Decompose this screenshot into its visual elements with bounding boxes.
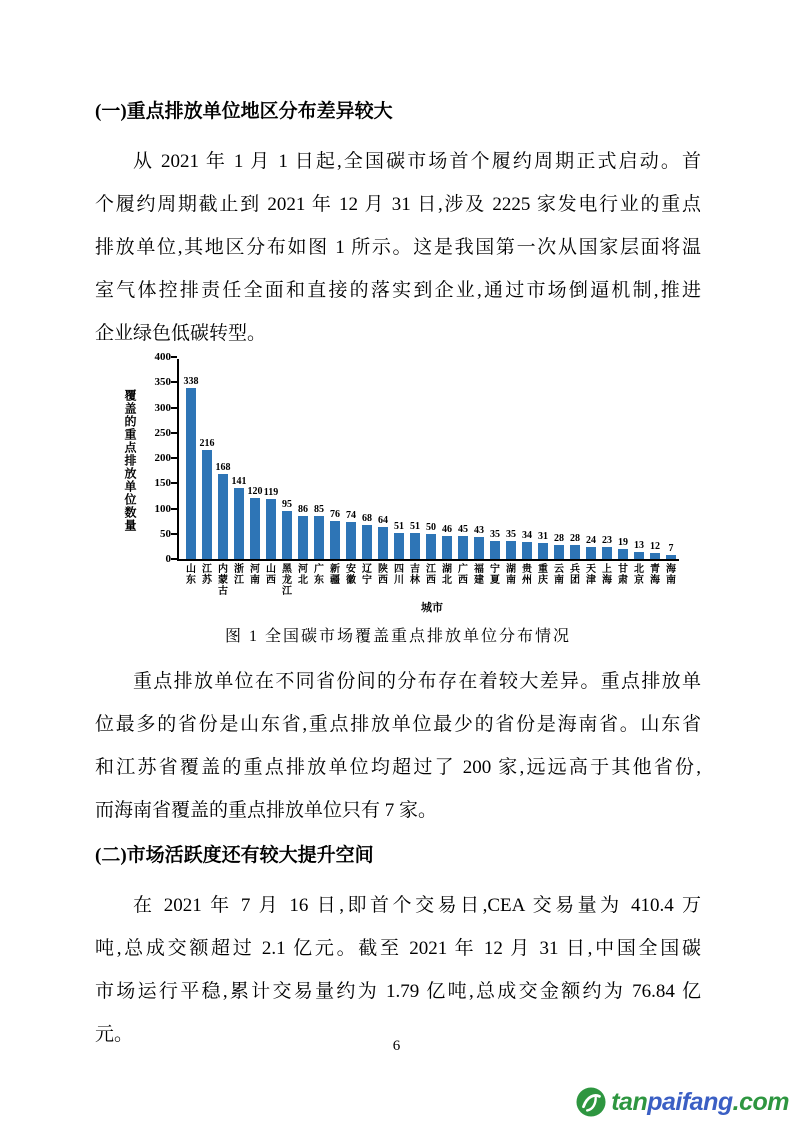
bar [538,543,548,559]
bar-slot [503,529,519,559]
y-axis-tick-mark [171,533,177,535]
paragraph-2 [95,660,701,832]
bar-value-label: 120 [247,486,263,497]
tanpaifang-logo-icon [576,1087,606,1117]
x-axis-category-label: 陕西 [378,564,388,586]
bar [490,541,500,559]
bar-value-label: 23 [602,535,612,546]
x-axis-category-label: 北京 [634,564,644,586]
paragraph-line: 而海南省覆盖的重点排放单位只有 7 家。 [95,800,438,821]
bar-slot [631,540,647,559]
page-content [95,98,701,1056]
x-axis-category-label: 辽宁 [362,564,372,586]
x-axis-category-label: 山西 [266,564,276,586]
bar [234,488,244,559]
y-axis-tick-label: 400 [154,351,171,363]
bar [554,545,564,559]
x-axis-category-label: 福建 [474,564,484,586]
bar-slot [471,525,487,559]
bar-slot [663,543,679,559]
bar-value-label: 119 [263,487,279,498]
paragraph-line: 重点排放单位在不同省份间的分布存在着较大差异。重点排放单 [133,671,701,692]
chart-row [119,351,689,565]
bar-value-label: 168 [215,462,231,473]
bar-value-label: 43 [474,525,484,536]
bar [666,555,676,559]
x-axis-category-label: 兵团 [570,564,580,586]
bar-value-label: 74 [346,510,356,521]
bar-slot [487,529,503,559]
bar-slot [519,530,535,559]
bar-slot [583,535,599,559]
x-axis-category-label: 天津 [586,564,596,586]
watermark-text-tan: tan [611,1088,648,1116]
paragraph-line: 元。 [95,1024,134,1045]
bar-value-label: 24 [586,535,596,546]
bar [410,533,420,559]
figure-caption: 图 1 全国碳市场覆盖重点排放单位分布情况 [224,628,571,645]
x-axis-category-label: 上海 [602,564,612,586]
bar-value-label: 51 [394,521,404,532]
x-axis-category-label: 青海 [650,564,660,586]
y-axis-tick-label: 300 [154,401,171,414]
bar-slot [647,541,663,559]
bar-slot [615,537,631,559]
bar-slot [391,521,407,559]
bar-value-label: 19 [618,537,628,548]
y-axis-tick-mark [171,407,177,409]
bar-slot [183,376,199,559]
x-axis-category-label: 江西 [426,564,436,586]
paragraph-line: 从 2021 年 1 月 1 日起,全国碳市场首个履约周期正式启动。首 [133,151,701,172]
paragraph-line: 吨,总成交额超过 2.1 亿元。截至 2021 年 12 月 31 日,中国全国碳 [95,938,701,959]
y-axis-tick-label: 350 [154,376,171,389]
y-axis-tick-mark [171,432,177,434]
y-axis-tick-mark [171,356,177,358]
plot-area [154,351,679,565]
y-axis-title: 覆盖的重点排放单位数量 [123,388,137,532]
paragraph-line: 室气体控排责任全面和直接的落实到企业,通过市场倒逼机制,推进 [95,280,701,301]
bar-value-label: 28 [554,533,564,544]
bar-slot [311,504,327,559]
x-axis-category-label: 内蒙古 [218,564,228,597]
bar-value-label: 34 [522,530,532,541]
paragraph-3 [95,884,701,1056]
bar-slot [599,535,615,559]
bar-slot [423,522,439,559]
paragraph-line: 企业绿色低碳转型。 [95,323,267,344]
bar-slot [407,521,423,559]
bar-value-label: 95 [282,499,292,510]
bar-value-label: 85 [314,504,324,515]
y-axis-tick-label: 200 [154,452,171,464]
x-axis-category-label: 重庆 [538,564,548,586]
y-axis-tick-mark [171,508,177,510]
bar [394,533,404,559]
y-axis-tick-label: 100 [154,502,171,515]
bar-value-label: 86 [298,504,308,515]
bar-slot [295,504,311,559]
y-axis-tick-label: 50 [160,527,171,540]
x-axis-category-label: 广西 [458,564,468,586]
bar-slot [455,524,471,559]
figure-1-bar-chart [119,351,689,615]
x-axis-category-label: 宁夏 [490,564,500,586]
bar-slot [327,509,343,559]
bar-slot [343,510,359,559]
bar-slot [551,533,567,559]
bar-slot [199,438,215,559]
bar [186,388,196,559]
x-axis-category-label: 河北 [298,564,308,586]
bar [378,527,388,559]
bar [442,536,452,559]
bar-slot [439,524,455,559]
paragraph-1 [95,140,701,355]
x-axis-category-label: 江苏 [202,564,212,586]
paragraph-line: 和江苏省覆盖的重点排放单位均超过了 200 家,远远高于其他省份, [95,757,701,778]
y-axis-tick-label: 0 [165,553,171,565]
bar [250,498,260,559]
bar [506,541,516,559]
paragraph-line: 排放单位,其地区分布如图 1 所示。这是我国第一次从国家层面将温 [95,237,701,258]
section-heading-2: (二)市场活跃度还有较大提升空间 [95,845,374,866]
bar-slot [359,513,375,559]
page-number: 6 [392,1038,401,1054]
x-axis-category-label: 吉林 [410,564,420,586]
x-axis-category-label: 贵州 [522,564,532,586]
bar-slot [263,487,279,559]
bar [522,542,532,559]
paragraph-line: 在 2021 年 7 月 16 日,即首个交易日,CEA 交易量为 410.4 万 [133,895,701,916]
bar [458,536,468,559]
x-axis-category-label: 湖南 [506,564,516,586]
y-axis-tick-mark [171,482,177,484]
bar-slot [215,462,231,559]
x-axis-category-label: 山东 [186,564,196,586]
bar-slot [567,533,583,559]
bar-slot [535,531,551,559]
bar [266,499,276,559]
bar [202,450,212,559]
bar-value-label: 7 [668,543,674,554]
y-axis-tick-label: 250 [154,426,171,439]
bar [602,547,612,559]
bar-value-label: 64 [378,515,388,526]
x-axis-category-label: 黑龙江 [282,564,292,597]
bar-value-label: 35 [490,529,500,540]
paragraph-line: 市场运行平稳,累计交易量约为 1.79 亿吨,总成交金额约为 76.84 亿 [95,981,701,1002]
x-axis-category-label: 湖北 [442,564,452,586]
x-axis-category-label: 甘肃 [618,564,628,586]
x-axis-category-label: 河南 [250,564,260,586]
bar [426,534,436,559]
bar-value-label: 50 [426,522,436,533]
bar-value-label: 31 [538,531,548,542]
x-axis-category-label: 新疆 [330,564,340,586]
bar-value-label: 45 [458,524,468,535]
paragraph-line: 个履约周期截止到 2021 年 12 月 31 日,涉及 2225 家发电行业的重点 [95,194,701,215]
bar-value-label: 141 [231,476,247,487]
bar [362,525,372,559]
y-axis-tick-mark [171,381,177,383]
x-axis-category-label: 浙江 [234,564,244,586]
bar [346,522,356,559]
bar [330,521,340,559]
bar [474,537,484,559]
x-axis-category-label: 海南 [666,564,676,586]
bar-value-label: 51 [410,521,420,532]
bar [586,547,596,559]
bar-value-label: 35 [506,529,516,540]
bar-value-label: 76 [330,509,340,520]
section-heading-1: (一)重点排放单位地区分布差异较大 [95,101,393,122]
bar-slot [279,499,295,559]
bar [282,511,292,559]
bar-value-label: 216 [199,438,215,449]
y-axis-tick-mark [171,457,177,459]
watermark-text-com: .com [732,1088,789,1116]
bar [650,553,660,559]
bar-slot [231,476,247,559]
bar [298,516,308,559]
bar-value-label: 28 [570,533,580,544]
y-axis-tick-mark [171,558,177,560]
x-axis-title: 城市 [421,602,443,614]
bar-slot [375,515,391,559]
x-axis-category-label: 广东 [314,564,324,586]
bar-value-label: 12 [650,541,660,552]
bar-slot [247,486,263,559]
bar [634,552,644,559]
x-axis-labels [179,564,689,597]
x-axis-category-label: 四川 [394,564,404,586]
bar-value-label: 338 [183,376,199,387]
bar [570,545,580,559]
bar-value-label: 13 [634,540,644,551]
y-axis-tick-label: 150 [154,477,171,490]
tanpaifang-watermark [576,1087,789,1117]
watermark-text-paifang: paifang [647,1088,733,1116]
bar-value-label: 46 [442,524,452,535]
bar-value-label: 68 [362,513,372,524]
bar [314,516,324,559]
x-axis-category-label: 云南 [554,564,564,586]
x-axis-category-label: 安徽 [346,564,356,586]
bar [218,474,228,559]
paragraph-line: 位最多的省份是山东省,重点排放单位最少的省份是海南省。山东省 [95,714,701,735]
bar [618,549,628,559]
